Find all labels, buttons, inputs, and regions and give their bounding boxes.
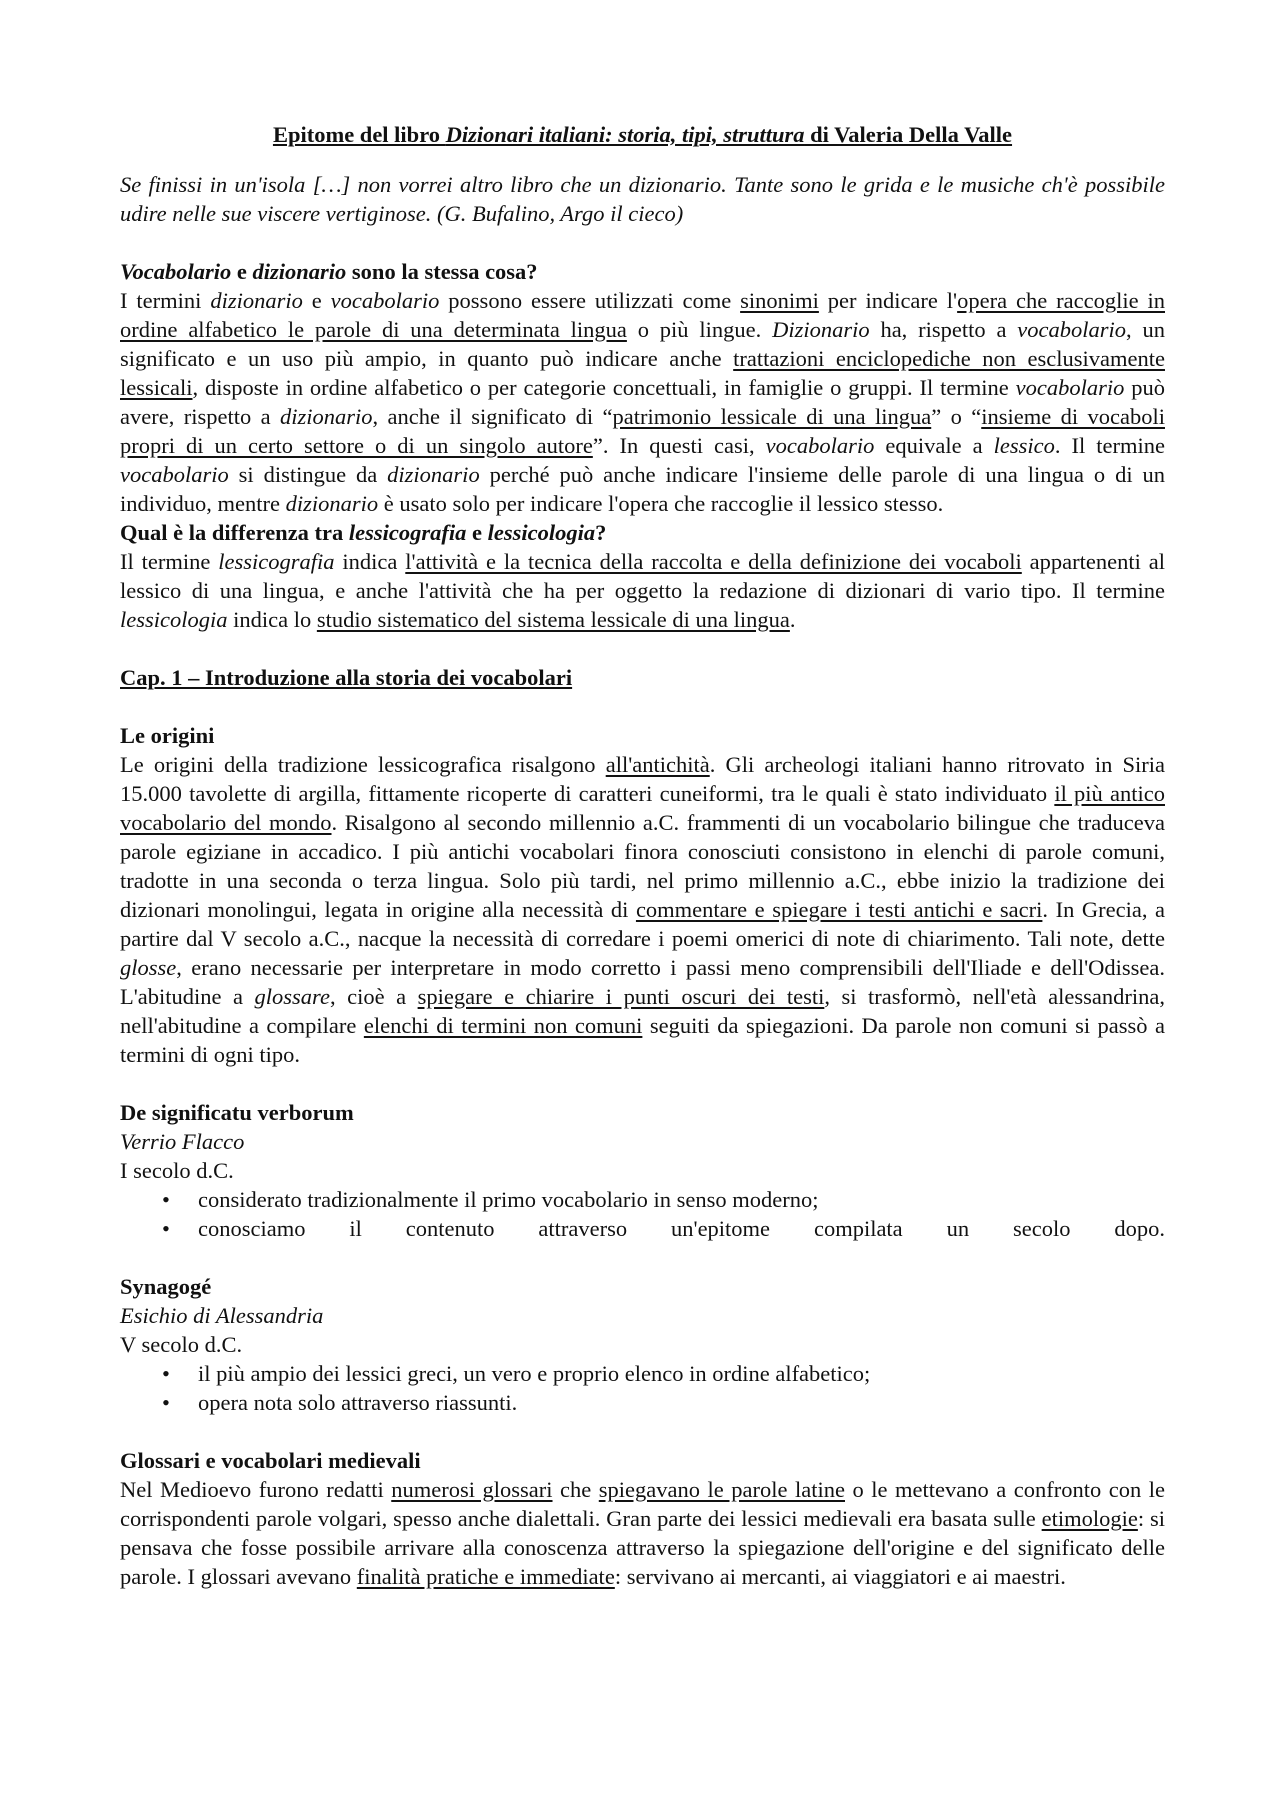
paragraph-vocabolario-dizionario: I termini dizionario e vocabolario possono essere utilizzati come sinonimi per indicare l'opera che raccoglie in ordine alfabetico le parole di una determinata lingua o più lingue. Dizionario ha, rispetto a vocabolario, un significato e un uso più ampio, in quanto può indicare anche trattazioni enciclopediche non esclusivamente lessicali, disposte in ordine alfabetico o per categorie concettuali, in famiglie o gruppi. Il termine vocabolario può avere, rispetto a dizionario, anche il significato di “patrimonio lessicale di una lingua” o “insieme di vocaboli propri di un certo settore o di un singolo autore”. In questi casi, vocabolario equivale a lessico. Il termine vocabolario si distingue da dizionario perché può anche indicare l'insieme delle parole di una lingua o di un individuo, mentre dizionario è usato solo per indicare l'opera che raccoglie il lessico stesso.	[120, 288, 1166, 516]
question-heading-1: Vocabolario e dizionario sono la stessa cosa?	[120, 259, 538, 284]
bullet-list-de-significatu	[120, 1185, 1165, 1243]
list-item: • opera nota solo attraverso riassunti.	[120, 1388, 1165, 1417]
list-item: • considerato tradizionalmente il primo vocabolario in senso moderno;	[120, 1185, 1165, 1214]
list-item: • conosciamo il contenuto attraverso un'epitome compilata un secolo dopo.	[120, 1214, 1165, 1243]
chapter-heading: Cap. 1 – Introduzione alla storia dei vocabolari	[120, 665, 573, 690]
document-title: Epitome del libro Dizionari italiani: storia, tipi, struttura di Valeria Della Valle	[272, 122, 1013, 147]
century-label: I secolo d.C.	[120, 1158, 234, 1183]
epigraph: Se finissi in un'isola […] non vorrei altro libro che un dizionario. Tante sono le grida e le musiche ch'è possibile udire nelle sue viscere vertiginose. (G. Bufalino, Argo il cieco)	[120, 172, 1165, 226]
bullet-list-synagoge	[120, 1359, 1165, 1417]
section-heading-glossari: Glossari e vocabolari medievali	[120, 1448, 421, 1473]
section-heading-synagoge: Synagogé	[120, 1274, 212, 1299]
paragraph-origini: Le origini della tradizione lessicografica risalgono all'antichità. Gli archeologi italiani hanno ritrovato in Siria 15.000 tavolette di argilla, fittamente ricoperte di caratteri cuneiformi, tra le quali è stato individuato il più antico vocabolario del mondo. Risalgono al secondo millennio a.C. frammenti di un vocabolario bilingue che traduceva parole egiziane in accadico. I più antichi vocabolari finora conosciuti consistono in elenchi di parole comuni, tradotte in una seconda o terza lingua. Solo più tardi, nel primo millennio a.C., ebbe inizio la tradizione dei dizionari monolingui, legata in origine alla necessità di commentare e spiegare i testi antichi e sacri. In Grecia, a partire dal V secolo a.C., nacque la necessità di corredare i poemi omerici di note di chiarimento. Tali note, dette glosse, erano necessarie per interpretare in modo corretto i passi meno comprensibili dell'Iliade e dell'Odissea. L'abitudine a glossare, cioè a spiegare e chiarire i punti oscuri dei testi, si trasformò, nell'età alessandrina, nell'abitudine a compilare elenchi di termini non comuni seguiti da spiegazioni. Da parole non comuni si passò a termini di ogni tipo.	[120, 752, 1166, 1067]
paragraph-glossari: Nel Medioevo furono redatti numerosi glossari che spiegavano le parole latine o le mettevano a confronto con le corrispondenti parole volgari, spesso anche dialettali. Gran parte dei lessici medievali era basata sulle etimologie: si pensava che fosse possibile arrivare alla conoscenza attraverso la spiegazione dell'origine e del significato delle parole. I glossari avevano finalità pratiche e immediate: servivano ai mercanti, ai viaggiatori e ai maestri.	[120, 1477, 1166, 1589]
list-item: • il più ampio dei lessici greci, un vero e proprio elenco in ordine alfabetico;	[120, 1359, 1165, 1388]
century-label: V secolo d.C.	[120, 1332, 243, 1357]
author-esichio: Esichio di Alessandria	[120, 1303, 324, 1328]
section-heading-de-significatu: De significatu verborum	[120, 1100, 354, 1125]
paragraph-lessicografia: Il termine lessicografia indica l'attività e la tecnica della raccolta e della definizione dei vocaboli appartenenti al lessico di una lingua, e anche l'attività che ha per oggetto la redazione di dizionari di vario tipo. Il termine lessicologia indica lo studio sistematico del sistema lessicale di una lingua.	[120, 549, 1166, 632]
question-heading-2: Qual è la differenza tra lessicografia e lessicologia?	[120, 520, 607, 545]
document-page	[120, 120, 1165, 1591]
section-heading-origini: Le origini	[120, 723, 215, 748]
author-verrio-flacco: Verrio Flacco	[120, 1129, 245, 1154]
